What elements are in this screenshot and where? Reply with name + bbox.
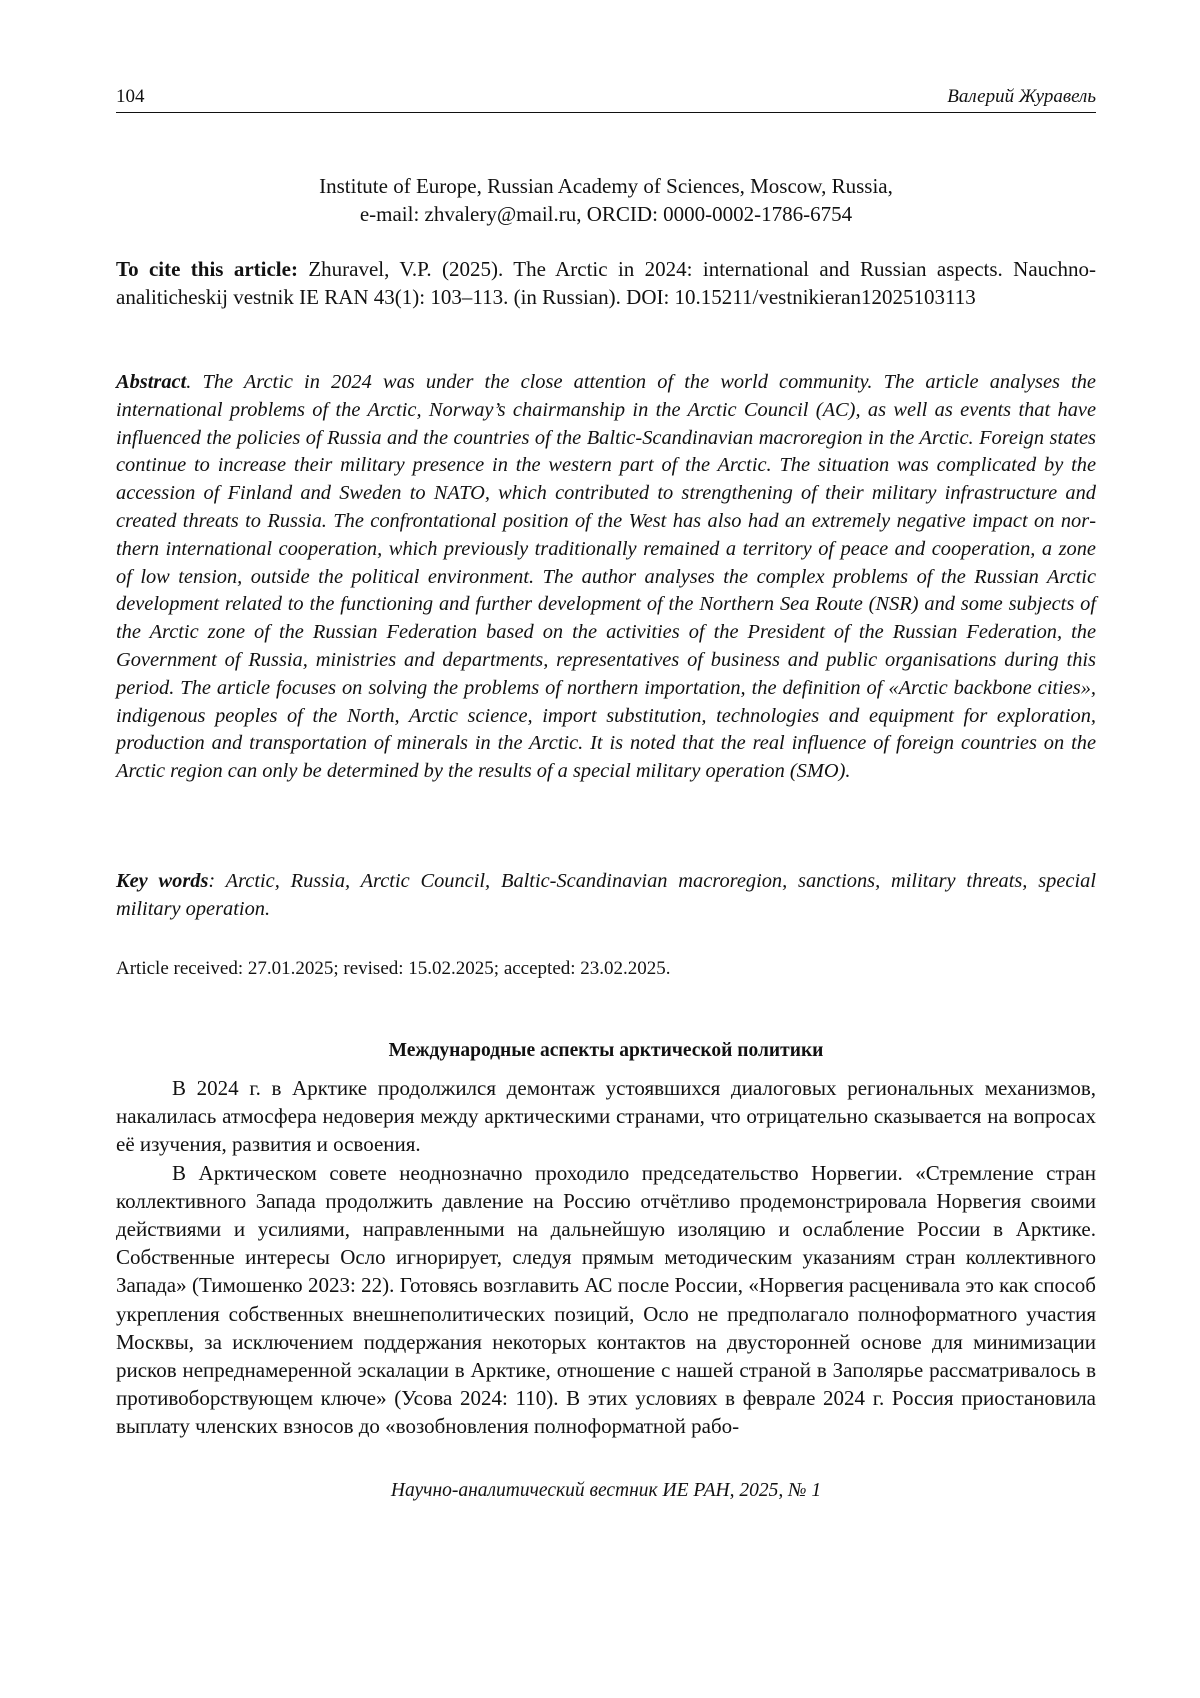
abstract-text: . The Arctic in 2024 was under the close attention of the world community. The article analyses the international problems of the Arctic, Norway’s chairmanship in the Arctic Council (AC), as well as events that have influenced the policies of Russia and the countries of the Baltic-Scandinavian macroregion in the Arctic. Foreign states continue to increase their military presence in the western part of the Arctic. The situation was complicated by the accession of Finland and Sweden to NATO, which contributed to strengthening of their military infrastructure and created threats to Russia. The confrontational position of the West has also had an extremely negative impact on northern international cooperation, which previously traditionally remained a territory of peace and cooperation, a zone of low tension, outside the political environment. The author analyses the complex problems of the Russian Arctic development related to the functioning and further development of the Northern Sea Route (NSR) and some subjects of the Arctic zone of the Russian Federation based on the activities of the President of the Russian Federation, the Government of Russia, ministries and departments, representatives of business and public organisations during this period. The article focuses on solving the problems of northern importation, the definition of «Arctic backbone cities», indigenous peoples of the North, Arctic science, import substitution, technologies and equipment for exploration, production and transportation of minerals in the Arctic. It is noted that the real influence of foreign countries on the Arctic region can only be determined by the results of a special military operation (SMO). — [116, 371, 1096, 783]
author-affiliation — [116, 172, 1096, 228]
section-heading: Международные аспекты арктической политики — [388, 1040, 824, 1061]
affiliation-line: Institute of Europe, Russian Academy of Sciences, Moscow, Russia, — [319, 174, 893, 198]
abstract-label: Abstract — [116, 371, 187, 393]
page-number: 104 — [116, 86, 145, 107]
citation-label: To cite this article: — [116, 257, 298, 281]
body-paragraph: В 2024 г. в Арктике продолжился демонтаж устоявшихся диалоговых региональных механизмов, накалилась атмосфера недоверия между арктическими странами, что отрицательно сказывается на вопросах её изучения, развития и освоения. — [116, 1076, 1096, 1157]
running-header — [116, 86, 1096, 113]
abstract — [116, 369, 1096, 786]
keywords-text: : Arctic, Russia, Arctic Council, Baltic-Scandinavian macroregion, sanctions, military threats, special military operation. — [116, 870, 1096, 920]
running-header-author: Валерий Журавель — [947, 86, 1096, 107]
citation-block — [116, 255, 1096, 311]
body-text — [116, 1074, 1096, 1441]
article-dates: Article received: 27.01.2025; revised: 15.02.2025; accepted: 23.02.2025. — [116, 958, 671, 979]
keywords-label: Key words — [116, 870, 209, 892]
citation-text: Zhuravel, V.P. (2025). The Arctic in 2024: international and Russian aspects. Nauchno-analiticheskij vestnik IE RAN 43(1): 103–113. (in Russian). DOI: 10.15211/vestnikieran12025103113 — [116, 257, 1096, 309]
body-paragraph: В Арктическом совете неоднозначно проходило председательство Норвегии. «Стремление стран коллективного Запада продолжить давление на Россию отчётливо продемонстрировала Норвегия своими действиями и усилиями, направленными на дальнейшую изоляцию и ослабление России в Арктике. Собственные интересы Осло игнорирует, следуя прямым методическим указаниям стран коллективного Запада» (Тимошенко 2023: 22). Готовясь возглавить АС после России, «Норвегия расценивала это как способ укрепления собственных внешнеполитических позиций, Осло не предполагало полноформатного участия Москвы, за исключением поддержания некоторых контактов на двусторонней основе для минимизации рисков непреднамеренной эскалации в Арктике, отношение с нашей страной в Заполярье рассматривалось в противоборствующем ключе» (Усова 2024: 110). В этих условиях в феврале 2024 г. Россия приостановила выплату членских взносов до «возобновления полноформатной рабо- — [116, 1160, 1096, 1439]
contact-line: e-mail: zhvalery@mail.ru, ORCID: 0000-0002-1786-6754 — [359, 202, 853, 226]
journal-footer: Научно-аналитический вестник ИЕ РАН, 2025, № 1 — [390, 1480, 822, 1501]
keywords — [116, 868, 1096, 924]
